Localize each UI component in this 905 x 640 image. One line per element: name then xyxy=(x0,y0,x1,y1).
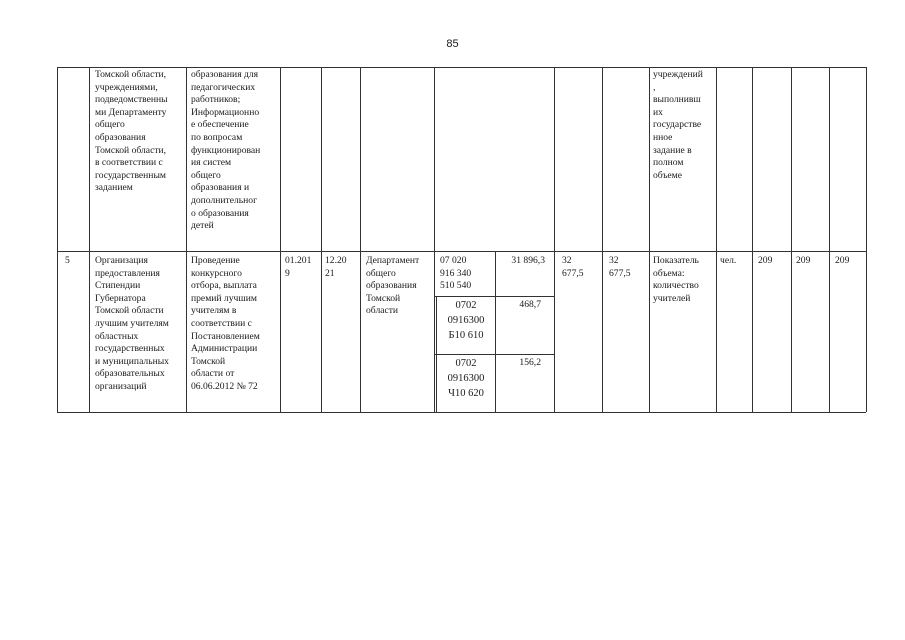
end-date-cell: 12.20 21 xyxy=(325,255,347,279)
table-border xyxy=(554,67,555,412)
table-border xyxy=(186,67,187,412)
kbk-amount-3: 156,2 xyxy=(519,357,541,368)
indicator-cell: Показатель объема: количество учителей xyxy=(653,255,699,304)
table-border xyxy=(752,67,753,412)
table-border xyxy=(360,67,361,412)
unit-cell: чел. xyxy=(720,255,737,266)
table-border xyxy=(57,412,866,413)
kbk-amount-2: 468,7 xyxy=(519,299,541,310)
total-amount-b: 32 677,5 xyxy=(609,255,631,279)
row-number: 5 xyxy=(65,255,70,266)
table-border xyxy=(280,67,281,412)
table-border xyxy=(436,296,437,412)
table-border xyxy=(57,251,866,252)
kbk-code-1: 07 020 916 340 510 540 xyxy=(440,255,472,292)
program-table xyxy=(57,67,866,412)
value-cell: 209 xyxy=(796,255,811,266)
table-border xyxy=(321,67,322,412)
table-border xyxy=(716,67,717,412)
table-border xyxy=(57,67,58,412)
table-border xyxy=(649,67,650,412)
kbk-code-2: 0702 0916300 Б10 610 xyxy=(447,300,485,341)
table-border xyxy=(791,67,792,412)
table-border xyxy=(495,251,496,412)
kbk-amount-1: 31 896,3 xyxy=(511,255,545,266)
table-border xyxy=(434,67,435,412)
responsible-cell: Департамент общего образования Томской области xyxy=(366,255,420,317)
table-border xyxy=(434,354,554,355)
value-cell: 209 xyxy=(758,255,773,266)
activity-cell: Проведение конкурсного отбора, выплата премий лучшим учителям в соответствии с Постановлением Администрации Томской области от 06.06.2012 № 72 xyxy=(191,255,260,392)
start-date-cell: 01.201 9 xyxy=(285,255,312,279)
page-number: 85 xyxy=(446,38,459,50)
table-border xyxy=(602,67,603,412)
table-border xyxy=(89,67,90,412)
value-cell: 209 xyxy=(835,255,850,266)
indicator-cell: учреждений , выполнивш их государстве нное задание в полном объеме xyxy=(653,69,703,181)
table-border xyxy=(866,67,867,412)
table-border xyxy=(57,67,866,68)
description-cell: образования для педагогических работников; Информационно е обеспечение по вопросам функционирован ия систем общего образования и дополнительног о образования детей xyxy=(191,69,261,232)
measure-name-cell: Организация предоставления Стипендии Губернатора Томской области лучшим учителям областных государственных и муниципальных образовательных организаций xyxy=(95,255,169,392)
kbk-code-3: 0702 0916300 Ч10 620 xyxy=(447,358,485,399)
table-border xyxy=(829,67,830,412)
total-amount-a: 32 677,5 xyxy=(562,255,584,279)
executor-cell: Томской области, учреждениями, подведомственны ми Департаменту общего образования Томской области, в соответствии с государственным заданием xyxy=(95,69,168,194)
table-border xyxy=(434,296,554,297)
